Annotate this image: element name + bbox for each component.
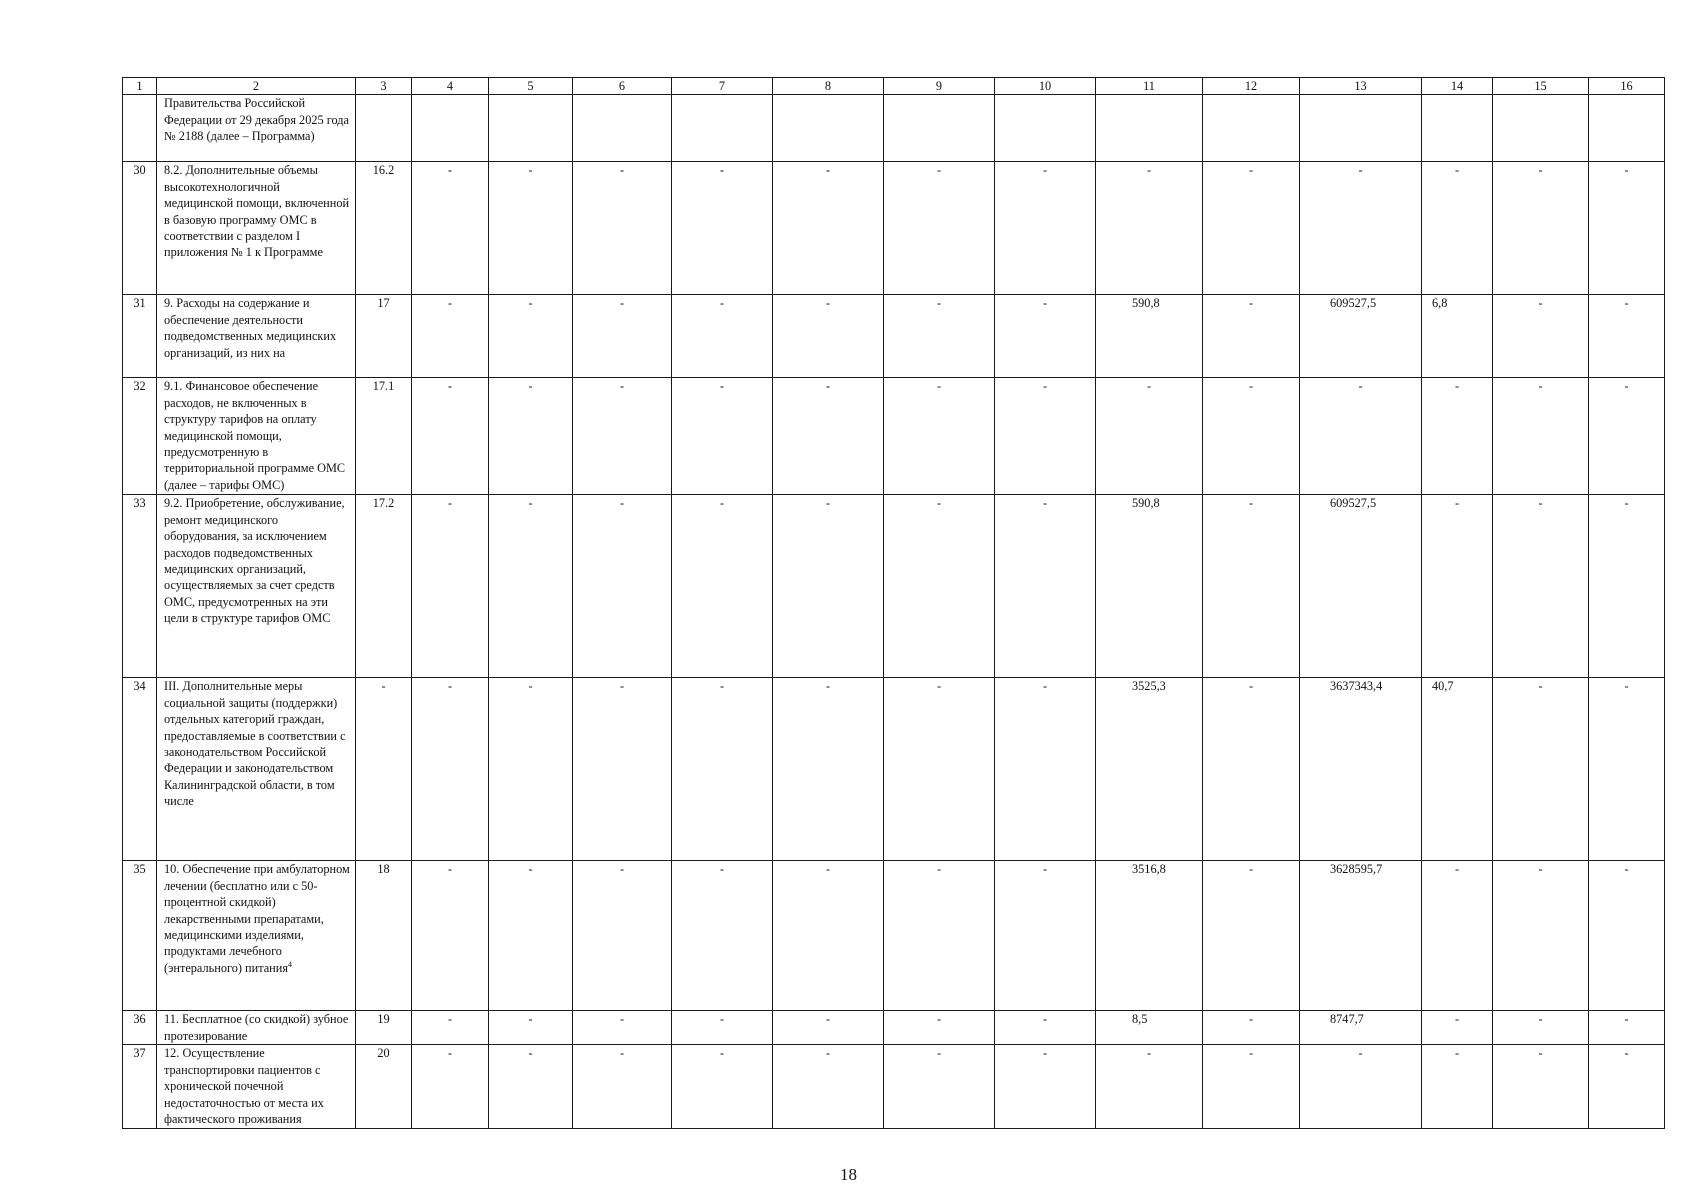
column-number: 1 [123,78,157,95]
cell-col-10: - [995,861,1096,1011]
cell-col-7: - [672,678,773,861]
row-number: 37 [123,1045,157,1129]
cell-col-4: - [412,1011,489,1045]
cell-col-7: - [672,1045,773,1129]
cell-col-12: - [1203,162,1300,295]
cell-col-7: - [672,861,773,1011]
cell-col-16 [1589,95,1665,162]
table-row [123,861,1665,1011]
cell-col-7: - [672,295,773,378]
cell-col-12: - [1203,295,1300,378]
cell-col-4: - [412,495,489,678]
cell-col-15: - [1493,1011,1589,1045]
cell-col-9: - [884,1011,995,1045]
page-number: 18 [840,1165,857,1184]
cell-col-7: - [672,495,773,678]
table-row [123,295,1665,378]
cell-col-4: - [412,678,489,861]
cell-col-16: - [1589,295,1665,378]
cell-col-14: - [1422,162,1493,295]
cell-col-12 [1203,95,1300,162]
table-row [123,678,1665,861]
cell-col-6: - [573,678,672,861]
cell-col-12: - [1203,678,1300,861]
column-number-row [123,78,1665,95]
cell-col-8: - [773,1011,884,1045]
cell-col-6 [573,95,672,162]
cell-col-13: 609527,5 [1300,295,1422,378]
cell-col-15: - [1493,495,1589,678]
cell-col-15: - [1493,295,1589,378]
cell-col-11: 3516,8 [1096,861,1203,1011]
cell-col-10: - [995,295,1096,378]
cell-col-5: - [489,162,573,295]
cell-col-10: - [995,162,1096,295]
cell-col-12: - [1203,378,1300,495]
cell-col-16: - [1589,495,1665,678]
row-description-text: 10. Обеспечение при амбулаторном лечении (бесплатно или с 50-процентной скидкой) лекарственными препаратами, медицинскими изделиями, продуктами лечебного (энтерального) питания [164,862,350,975]
cell-col-11: 590,8 [1096,295,1203,378]
cell-col-8: - [773,495,884,678]
cell-col-4: - [412,295,489,378]
data-table [122,77,1665,1129]
column-number: 3 [356,78,412,95]
cell-col-15: - [1493,861,1589,1011]
row-description: Правительства Российской Федерации от 29 декабря 2025 года № 2188 (далее – Программа) [157,95,356,162]
row-line-code [356,95,412,162]
row-line-code: 16.2 [356,162,412,295]
cell-col-16: - [1589,378,1665,495]
row-description: 8.2. Дополнительные объемы высокотехнологичной медицинской помощи, включенной в базовую программу ОМС в соответствии с разделом I приложения № 1 к Программе [157,162,356,295]
cell-col-4: - [412,1045,489,1129]
table-row [123,1011,1665,1045]
cell-col-14: 40,7 [1422,678,1493,861]
row-number: 32 [123,378,157,495]
column-number: 16 [1589,78,1665,95]
cell-col-12: - [1203,1045,1300,1129]
row-line-code: 17.1 [356,378,412,495]
row-number: 35 [123,861,157,1011]
cell-col-7 [672,95,773,162]
column-number: 10 [995,78,1096,95]
cell-col-9: - [884,1045,995,1129]
row-line-code: 19 [356,1011,412,1045]
cell-col-12: - [1203,1011,1300,1045]
column-number: 13 [1300,78,1422,95]
cell-col-14: - [1422,1045,1493,1129]
cell-col-6: - [573,1011,672,1045]
cell-col-6: - [573,1045,672,1129]
cell-col-9 [884,95,995,162]
table-row [123,495,1665,678]
cell-col-11 [1096,95,1203,162]
cell-col-16: - [1589,162,1665,295]
cell-col-4: - [412,378,489,495]
cell-col-9: - [884,678,995,861]
column-number: 2 [157,78,356,95]
cell-col-5: - [489,861,573,1011]
cell-col-5 [489,95,573,162]
column-number: 5 [489,78,573,95]
cell-col-14: - [1422,861,1493,1011]
cell-col-6: - [573,295,672,378]
cell-col-10: - [995,678,1096,861]
row-number [123,95,157,162]
cell-col-8: - [773,295,884,378]
row-number: 31 [123,295,157,378]
cell-col-15 [1493,95,1589,162]
cell-col-12: - [1203,861,1300,1011]
cell-col-8 [773,95,884,162]
cell-col-16: - [1589,861,1665,1011]
cell-col-5: - [489,1011,573,1045]
column-number: 9 [884,78,995,95]
cell-col-9: - [884,378,995,495]
column-number: 4 [412,78,489,95]
table-row [123,95,1665,162]
cell-col-8: - [773,861,884,1011]
row-number: 34 [123,678,157,861]
cell-col-14: - [1422,495,1493,678]
cell-col-9: - [884,162,995,295]
cell-col-13: 3637343,4 [1300,678,1422,861]
cell-col-8: - [773,678,884,861]
cell-col-11: - [1096,1045,1203,1129]
cell-col-5: - [489,378,573,495]
row-line-code: - [356,678,412,861]
row-line-code: 17 [356,295,412,378]
cell-col-6: - [573,495,672,678]
cell-col-10: - [995,1011,1096,1045]
footnote-marker: 4 [288,959,292,969]
table-row [123,378,1665,495]
cell-col-9: - [884,495,995,678]
table-row [123,162,1665,295]
cell-col-10: - [995,378,1096,495]
cell-col-15: - [1493,378,1589,495]
row-line-code: 20 [356,1045,412,1129]
cell-col-4: - [412,162,489,295]
cell-col-11: - [1096,378,1203,495]
cell-col-10: - [995,1045,1096,1129]
cell-col-11: 590,8 [1096,495,1203,678]
cell-col-11: 8,5 [1096,1011,1203,1045]
cell-col-15: - [1493,678,1589,861]
row-description: 9.2. Приобретение, обслуживание, ремонт медицинского оборудования, за исключением расходов подведомственных медицинских организаций, осуществляемых за счет средств ОМС, предусмотренных на эти цели в структуре тарифов ОМС [157,495,356,678]
cell-col-10 [995,95,1096,162]
row-description: 9. Расходы на содержание и обеспечение деятельности подведомственных медицинских организаций, из них на [157,295,356,378]
row-description: 9.1. Финансовое обеспечение расходов, не включенных в структуру тарифов на оплату медицинской помощи, предусмотренную в территориальной программе ОМС (далее – тарифы ОМС) [157,378,356,495]
cell-col-6: - [573,378,672,495]
column-number: 12 [1203,78,1300,95]
cell-col-7: - [672,378,773,495]
cell-col-13: 8747,7 [1300,1011,1422,1045]
cell-col-10: - [995,495,1096,678]
cell-col-13: 609527,5 [1300,495,1422,678]
cell-col-13: 3628595,7 [1300,861,1422,1011]
cell-col-14: - [1422,378,1493,495]
cell-col-11: - [1096,162,1203,295]
cell-col-5: - [489,1045,573,1129]
row-number: 33 [123,495,157,678]
cell-col-13: - [1300,1045,1422,1129]
column-number: 6 [573,78,672,95]
cell-col-13: - [1300,378,1422,495]
cell-col-4: - [412,861,489,1011]
cell-col-13: - [1300,162,1422,295]
cell-col-14: 6,8 [1422,295,1493,378]
cell-col-16: - [1589,678,1665,861]
row-description: III. Дополнительные меры социальной защиты (поддержки) отдельных категорий граждан, предоставляемые в соответствии с законодательством Российской Федерации и законодательством Калининградской области, в том числе [157,678,356,861]
cell-col-11: 3525,3 [1096,678,1203,861]
cell-col-15: - [1493,1045,1589,1129]
cell-col-4 [412,95,489,162]
cell-col-12: - [1203,495,1300,678]
cell-col-15: - [1493,162,1589,295]
cell-col-9: - [884,295,995,378]
table-row [123,1045,1665,1129]
cell-col-9: - [884,861,995,1011]
cell-col-7: - [672,162,773,295]
cell-col-14: - [1422,1011,1493,1045]
cell-col-16: - [1589,1045,1665,1129]
cell-col-6: - [573,162,672,295]
row-description: 11. Бесплатное (со скидкой) зубное протезирование [157,1011,356,1045]
column-number: 11 [1096,78,1203,95]
cell-col-13 [1300,95,1422,162]
column-number: 7 [672,78,773,95]
cell-col-6: - [573,861,672,1011]
column-number: 14 [1422,78,1493,95]
cell-col-8: - [773,162,884,295]
cell-col-16: - [1589,1011,1665,1045]
row-line-code: 18 [356,861,412,1011]
cell-col-5: - [489,295,573,378]
row-description: 12. Осуществление транспортировки пациентов с хронической почечной недостаточностью от места их фактического проживания [157,1045,356,1129]
cell-col-5: - [489,495,573,678]
row-number: 30 [123,162,157,295]
row-number: 36 [123,1011,157,1045]
row-description [157,861,356,1011]
cell-col-14 [1422,95,1493,162]
cell-col-5: - [489,678,573,861]
column-number: 8 [773,78,884,95]
cell-col-8: - [773,378,884,495]
row-line-code: 17.2 [356,495,412,678]
column-number: 15 [1493,78,1589,95]
cell-col-8: - [773,1045,884,1129]
cell-col-7: - [672,1011,773,1045]
